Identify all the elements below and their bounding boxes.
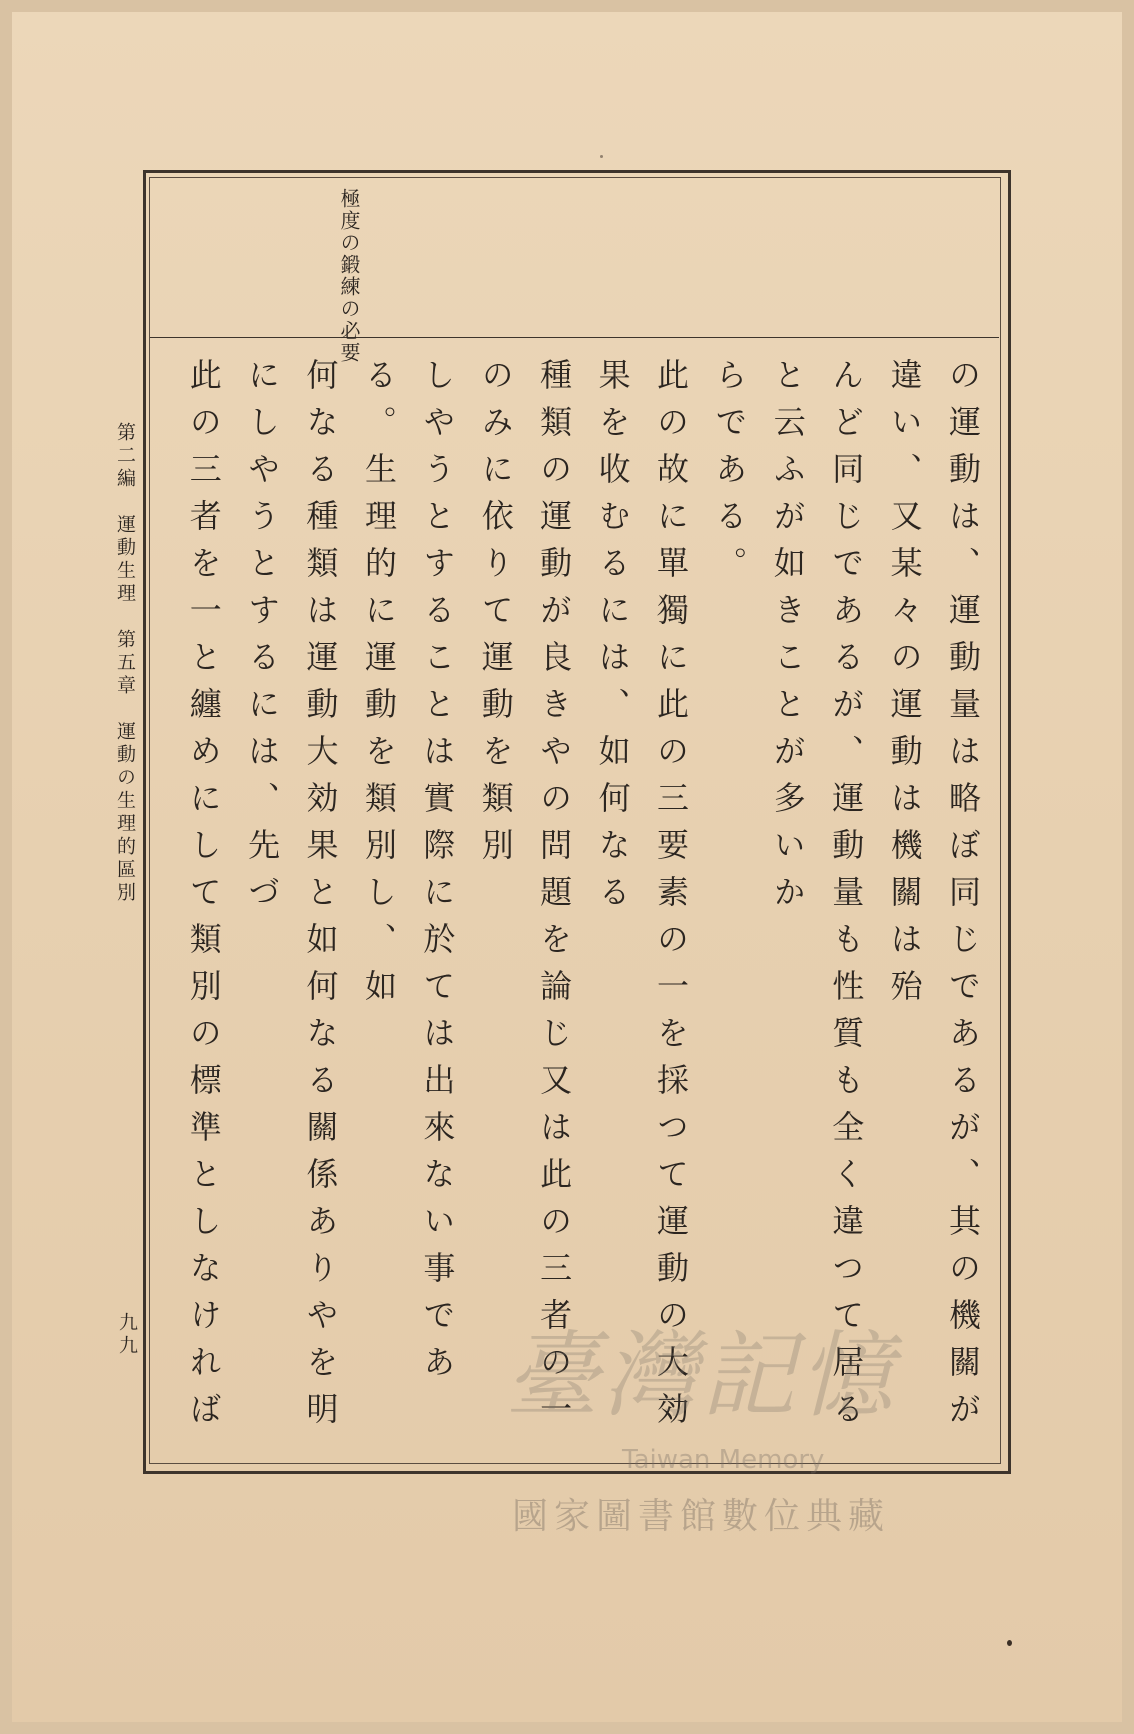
text-column: 何なる種類は運動大効果と如何なる關係ありやを明にしやうとするには、先づ <box>243 358 340 1439</box>
watermark-english: Taiwan Memory <box>622 1445 825 1475</box>
ink-speck <box>1007 1640 1012 1646</box>
text-column: んど同じであるが、運動量も性質も全く違つて居ると云ふが如きことが多いか <box>768 358 866 1439</box>
text-column: しやうとすることは實際に於ては出來ない事である。生理的に運動を類別し、如 <box>359 358 457 1392</box>
text-column: 此の三者を一と纏めにして類別の標準としなければ <box>184 358 223 1439</box>
watermark-subtitle: 國家圖書館數位典藏 <box>512 1496 891 1537</box>
text-column: らである。 <box>710 358 749 593</box>
header-divider <box>150 337 999 338</box>
running-footer: 第二編 運動生理 第五章 運動の生理的區別 <box>114 422 136 905</box>
body-text <box>172 358 992 1448</box>
ink-speck <box>600 155 603 158</box>
watermark-logo: 臺灣記憶 <box>505 1322 898 1431</box>
margin-note: 極度の鍛練の必要 <box>337 188 361 364</box>
text-column: の運動は、運動量は略ぼ同じであるが、其の機關が違い、又某々の運動は機關は殆 <box>885 358 982 1439</box>
page-number: 九九 <box>116 1312 138 1358</box>
text-column: 種類の運動が良きやの問題を論じ又は此の三者の一のみに依りて運動を類別 <box>476 358 574 1439</box>
text-column: 此の故に單獨に此の三要素の一を採つて運動の大効果を收むるには、如何なる <box>593 358 690 1439</box>
